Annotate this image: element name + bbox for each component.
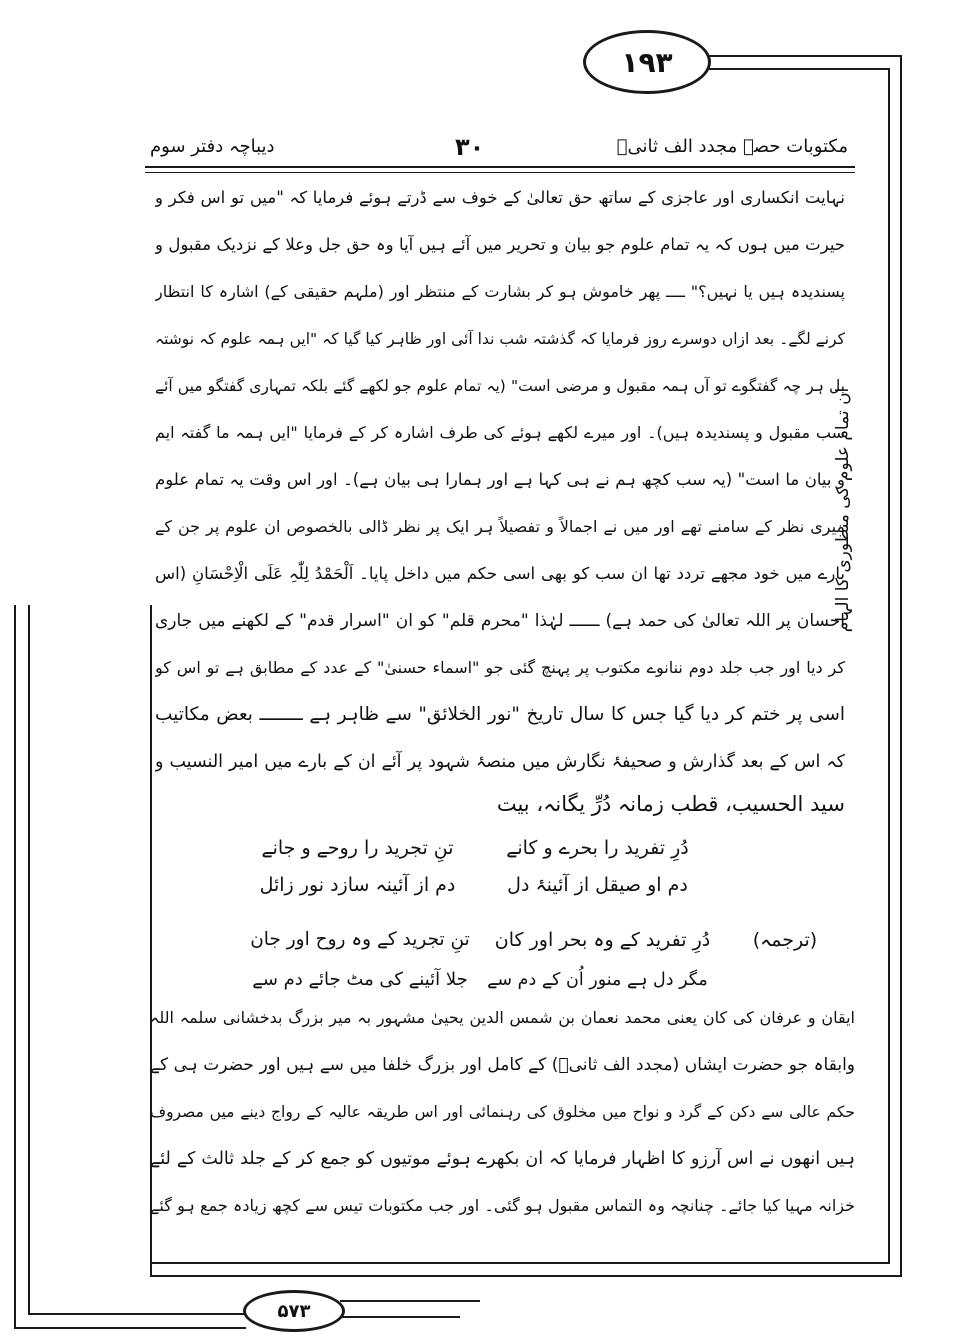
verse-first-hemistich: دم او صیقل از آئینۂ دل	[507, 874, 688, 896]
closing-line: ہیں انھوں نے اس آرزو کا اظہار فرمایا کہ ان بکھرے ہوئے موتیوں کو جمع کر کے جلد ثالث کے لئے	[150, 1149, 855, 1169]
closing-line: خزانہ مہیا کیا جائے۔ چنانچہ وہ التماس مقبول ہو گئی۔ اور جب مکتوبات تیس سے کچھ زیادہ جمع ہو گئے	[150, 1196, 855, 1215]
translation-label: (ترجمہ)	[752, 929, 818, 951]
body-line: احسان پر اللہ تعالیٰ کی حمد ہے) ــــــ لہٰذا "محرم قلم" کو ان "اسرار قدم" کے لکھنے میں جاری	[155, 611, 845, 631]
closing-line: ایقان و عرفان کی کان یعنی محمد نعمان بن شمس الدین یحییٰ مشہور بہ میر بزرگ بدخشانی سلمہ اللہ	[150, 1008, 855, 1027]
body-line: کرنے لگے۔ بعد ازاں دوسرے روز فرمایا کہ گذشتہ شب ندا آئی اور ظاہر کیا گیا کہ "ایں ہمہ علوم کہ نوشتہ	[155, 330, 845, 348]
page-number-top	[583, 30, 711, 94]
body-line: پسندیدہ ہیں یا نہیں؟" ــــ پھر خاموش ہو کر بشارت کے منتظر اور (ملہم حقیقی کے) اشارہ کا انتظار	[155, 282, 845, 301]
margin-note: ان تمام علوم کی منظوری کا الہام	[833, 387, 853, 633]
frame-bottom-outer-2	[28, 1313, 246, 1315]
verse-second-hemistich: تنِ تجرید را روحے و جانے	[261, 837, 454, 859]
header-rule-1	[145, 166, 855, 168]
frame-bottom-outer-right	[150, 1275, 902, 1277]
header-page-number: ۳۰	[455, 133, 485, 161]
frame-right-inner	[888, 68, 890, 1264]
body-line: میری نظر کے سامنے تھے اور میں نے اجمالاً و تفصیلاً ہر ایک پر نظر ڈالی بالخصوص ان علوم پر جن کے	[155, 517, 845, 536]
body-line: اسی پر ختم کر دیا گیا جس کا سال تاریخ "نور الخلائق" سے ظاہر ہے ــــــــ بعض مکاتیب	[155, 704, 845, 725]
verse-second-hemistich: دم از آئینہ سازد نور زائل	[259, 874, 456, 896]
frame-top-inner	[708, 68, 890, 70]
body-line: نہایت انکساری اور عاجزی کے ساتھ حق تعالیٰ کے خوف سے ڈرتے ہوئے فرمایا کہ "میں تو اس فکر و	[155, 188, 845, 207]
body-line: حیرت میں ہوں کہ یہ تمام علوم جو بیان و تحریر میں آئے ہیں آیا وہ حق جل وعلا کے نزدیک مقبول و	[155, 235, 845, 254]
body-line: بارے میں خود مجھے تردد تھا ان سب کو بھی اسی حکم میں داخل پایا۔ اَلْحَمْدُ لِلّٰہِ عَلَی الْاِحْسَانِ (اس	[155, 564, 845, 583]
frame-top-outer	[708, 55, 902, 57]
frame-right-outer	[900, 55, 902, 1277]
translation-second-hemistich: تنِ تجرید کے وہ روح اور جان	[250, 929, 470, 950]
page-number-bottom	[243, 1290, 345, 1332]
closing-line: حکم عالی سے دکن کے گرد و نواح میں مخلوق کی رہنمائی اور اس طریقہ عالیہ کے رواج دینے میں مصروف	[150, 1103, 855, 1121]
page-number-bottom-text: ۵۷۳	[277, 1300, 311, 1322]
body-line: و بیان ما است" (یہ سب کچھ ہم نے ہی کہا ہے اور ہمارا ہی بیان ہے)۔ اور اس وقت یہ تمام علوم	[155, 470, 845, 489]
body-line: سب مقبول و پسندیدہ ہیں)۔ اور میرے لکھے ہوئے کی طرف اشارہ کر کے فرمایا "ایں ہمہ ما گفتہ ایم	[155, 423, 845, 442]
frame-bottom-inner	[150, 1262, 890, 1264]
translation-first-hemistich: دُرِ تفرید کے وہ بحر اور کان	[494, 929, 711, 951]
frame-left-outer-2	[28, 605, 30, 1315]
frame-bottom-tail-1	[340, 1300, 480, 1302]
header-rule-2	[145, 172, 855, 173]
translation-first-hemistich: مگر دل ہے منور اُن کے دم سے	[487, 970, 708, 990]
closing-line: وابقاہ جو حضرت ایشاں (مجدد الف ثانیؒ) کے کامل اور بزرگ خلفا میں سے ہیں اور حضرت ہی کے	[150, 1055, 855, 1075]
body-line: کہ اس کے بعد گذارش و صحیفۂ نگارش میں منصۂ شہود پر آئے ان کے بارے میں امیر النسیب و	[155, 752, 845, 772]
header-section-title: دیباچہ دفتر سوم	[150, 136, 275, 157]
verse-first-hemistich: دُرِ تفرید را بحرے و کانے	[506, 837, 689, 859]
frame-bottom-tail-2	[340, 1316, 460, 1318]
frame-bottom-outer-1	[14, 1327, 246, 1329]
header-book-title: مکتوبات حصہ مجدد الف ثانیؒ	[616, 136, 848, 157]
translation-second-hemistich: جلا آئینے کی مٹ جائے دم سے	[252, 969, 468, 990]
frame-left-outer-1	[14, 605, 16, 1329]
body-line: بل ہر چہ گفتگوے تو آں ہمہ مقبول و مرضی است" (یہ تمام علوم جو لکھے گئے بلکہ تمہاری گفتگو میں آئے	[155, 377, 845, 395]
page-number-top-text: ۱۹۳	[621, 45, 673, 79]
body-line: کر دیا اور جب جلد دوم ننانوے مکتوب پر پہنچ گئی جو "اسماء حسنیٰ" کے عدد کے مطابق ہے تو اس کو	[155, 658, 845, 677]
body-line-last: سید الحسیب، قطب زمانہ دُرِّ یگانہ، بیت	[496, 792, 845, 816]
